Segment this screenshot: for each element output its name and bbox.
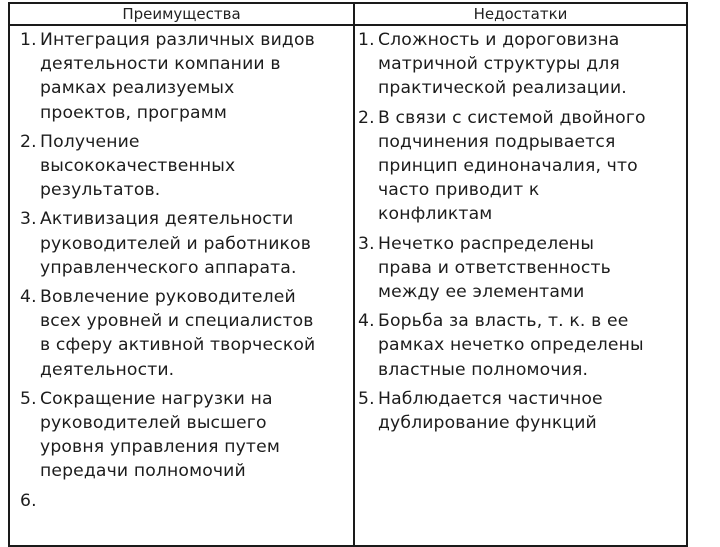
advantage-item-number: 5.: [20, 388, 37, 409]
disadvantage-item-line: дублирование функций: [378, 413, 597, 434]
advantage-item-line: [40, 489, 355, 513]
disadvantage-item-line: часто приводит к: [378, 180, 540, 201]
advantage-item-number: 3.: [20, 209, 37, 230]
advantage-item-line: управленческого аппарата.: [40, 257, 297, 278]
disadvantage-item-line: подчинения подрывается: [378, 131, 616, 152]
advantage-item: [20, 387, 355, 484]
disadvantage-item: [358, 232, 688, 305]
advantages-header: Преимущества: [122, 5, 241, 23]
advantage-item-line: передачи полномочий: [40, 461, 246, 482]
advantage-item-line: руководителей и работников: [40, 233, 311, 254]
advantage-item-text: [40, 285, 355, 382]
advantage-item: [20, 28, 355, 125]
disadvantage-item-line: практической реализации.: [378, 78, 627, 99]
advantages-column: [20, 28, 355, 518]
advantage-item-line: Получение: [40, 131, 140, 152]
advantage-item-text: [40, 489, 355, 513]
disadvantage-item-line: конфликтам: [378, 204, 493, 225]
advantage-item-line: деятельности.: [40, 359, 175, 380]
advantage-item: [20, 130, 355, 203]
disadvantage-item-text: [378, 106, 688, 227]
advantage-item-line: Вовлечение руководителей: [40, 287, 296, 308]
disadvantages-header: Недостатки: [473, 5, 568, 23]
advantage-item-line: рамках реализуемых: [40, 78, 235, 99]
disadvantage-item-number: 1.: [358, 30, 375, 50]
advantage-item: [20, 285, 355, 382]
disadvantage-item-line: Борьба за власть, т. к. в ее: [378, 311, 629, 332]
disadvantage-item: [358, 387, 688, 435]
advantage-item-line: Сокращение нагрузки на: [40, 388, 273, 409]
disadvantage-item-line: властные полномочия.: [378, 359, 589, 380]
advantage-item: [20, 207, 355, 280]
advantage-item-line: уровня управления путем: [40, 437, 280, 458]
comparison-table: [8, 2, 688, 547]
advantage-item: [20, 489, 355, 513]
advantage-item-line: всех уровней и специалистов: [40, 311, 314, 332]
advantage-item-number: 2.: [20, 131, 37, 152]
disadvantage-item: [358, 309, 688, 382]
disadvantage-item-line: между ее элементами: [378, 282, 585, 303]
disadvantage-item: [358, 106, 688, 227]
disadvantage-item-text: [378, 28, 688, 101]
advantage-item-line: высококачественных: [40, 156, 236, 177]
disadvantage-item-text: [378, 387, 688, 435]
disadvantage-item-number: 3.: [358, 233, 375, 254]
disadvantage-item-line: В связи с системой двойного: [378, 107, 646, 128]
disadvantage-item-line: Наблюдается частичное: [378, 388, 603, 409]
advantage-item-line: проектов, программ: [40, 102, 227, 123]
advantage-item-line: Интеграция различных видов: [40, 30, 315, 50]
disadvantage-item-line: Сложность и дороговизна: [378, 30, 620, 50]
advantage-item-line: Активизация деятельности: [40, 209, 294, 230]
advantage-item-number: 1.: [20, 30, 37, 50]
advantage-item-text: [40, 130, 355, 203]
advantage-item-text: [40, 207, 355, 280]
advantage-item-line: результатов.: [40, 180, 161, 201]
advantage-item-line: деятельности компании в: [40, 54, 281, 75]
advantage-item-text: [40, 387, 355, 484]
disadvantage-item-line: права и ответственность: [378, 257, 611, 278]
disadvantage-item-line: рамках нечетко определены: [378, 335, 644, 356]
disadvantage-item: [358, 28, 688, 101]
advantage-item-text: [40, 28, 355, 125]
disadvantage-item-text: [378, 309, 688, 382]
disadvantage-item-line: Нечетко распределены: [378, 233, 595, 254]
disadvantage-item-line: матричной структуры для: [378, 54, 620, 75]
disadvantage-item-number: 4.: [358, 311, 375, 332]
disadvantage-item-number: 5.: [358, 388, 375, 409]
advantage-item-number: 4.: [20, 287, 37, 308]
advantage-item-line: руководителей высшего: [40, 413, 267, 434]
advantage-item-number: 6.: [20, 490, 37, 511]
disadvantage-item-line: принцип единоначалия, что: [378, 156, 638, 177]
disadvantage-item-text: [378, 232, 688, 305]
disadvantage-item-number: 2.: [358, 107, 375, 128]
advantage-item-line: в сферу активной творческой: [40, 335, 316, 356]
header-divider: [10, 24, 686, 26]
disadvantages-column: [358, 28, 688, 440]
